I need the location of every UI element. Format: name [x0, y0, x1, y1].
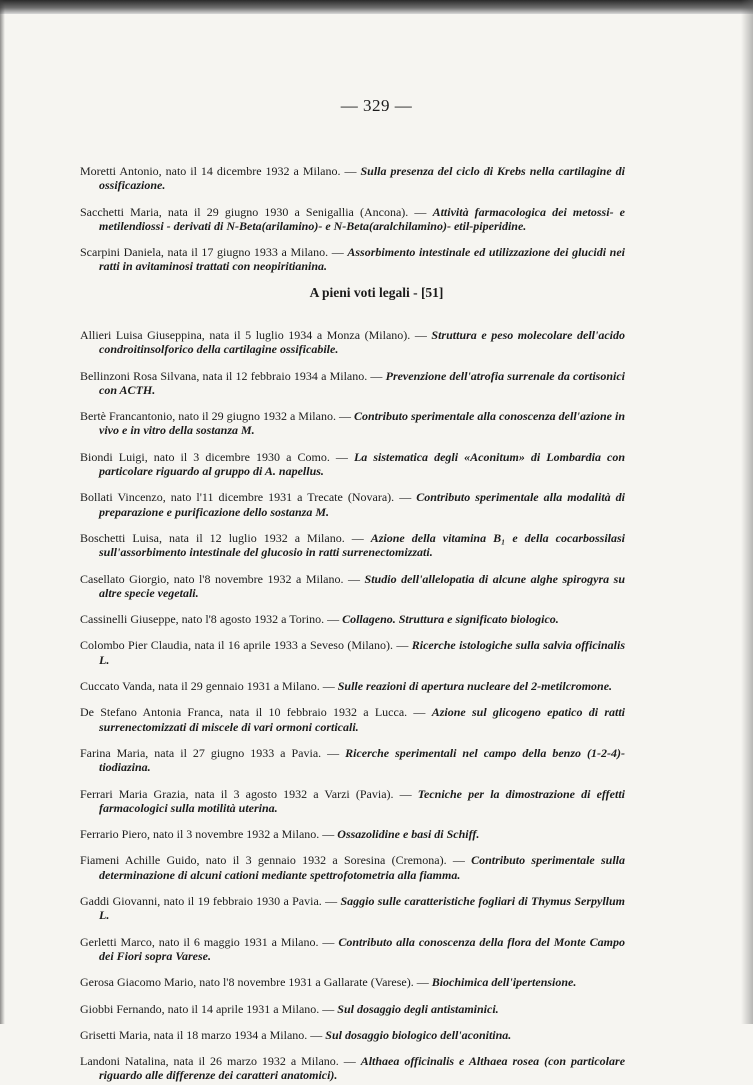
graduate-entry	[80, 164, 625, 193]
thesis-title: Azione della vitamina B₁ e della cocarbossilasi sull'assorbimento intestinale del glucosio in ratti surrenectomizzati.	[99, 530, 625, 560]
graduate-name-birth: Bertè Francantonio, nato il 29 giugno 1932 a Milano. —	[80, 409, 351, 424]
graduate-entry	[80, 328, 625, 357]
thesis-title: Ossazolidine e basi di Schiff.	[337, 827, 480, 842]
graduate-name-birth: Gaddi Giovanni, nato il 19 febbraio 1930 a Pavia. —	[80, 894, 338, 909]
graduate-entry	[80, 853, 625, 882]
graduate-entry	[80, 787, 625, 816]
thesis-title: Contributo alla conoscenza della flora del Monte Campo dei Fiori sopra Varese.	[99, 934, 626, 963]
graduate-name-birth: Colombo Pier Claudia, nata il 16 aprile 1933 a Seveso (Milano). —	[80, 638, 409, 653]
graduate-name-birth: Boschetti Luisa, nata il 12 luglio 1932 a Milano. —	[80, 530, 364, 545]
graduate-name-birth: De Stefano Antonia Franca, nata il 10 febbraio 1932 a Lucca. —	[80, 705, 426, 720]
graduate-name-birth: Moretti Antonio, nato il 14 dicembre 1932 a Milano. —	[80, 164, 357, 178]
graduate-entry	[80, 490, 625, 519]
thesis-title: Tecniche per la dimostrazione di effetti farmacologici sulla motilità uterina.	[99, 786, 626, 815]
graduate-name-birth: Sacchetti Maria, nata il 29 giugno 1930 a Senigallia (Ancona). —	[80, 204, 427, 219]
graduate-entry	[80, 1054, 625, 1083]
thesis-title: Contributo sperimentale alla modalità di preparazione e purificazione dello sostanza M.	[99, 490, 625, 519]
graduate-name-birth: Farina Maria, nata il 27 giugno 1933 a Pavia. —	[80, 745, 340, 760]
thesis-title: Attività farmacologica dei metossi- e metilendiossi - derivati di N-Beta(arilamino)- e N-Beta(aralchilamino)- etil-piperidine.	[99, 204, 626, 233]
thesis-title: Contributo sperimentale sulla determinazione di alcuni cationi mediante spettrofotometria alla fiamma.	[99, 853, 625, 882]
graduate-entry	[80, 245, 625, 274]
thesis-title: Saggio sulle caratteristiche fogliari di Thymus Serpyllum L.	[99, 894, 626, 923]
graduate-name-birth: Fiameni Achille Guido, nato il 3 gennaio 1932 a Soresina (Cremona). —	[80, 853, 465, 868]
graduate-name-birth: Grisetti Maria, nata il 18 marzo 1934 a Milano. —	[80, 1027, 323, 1042]
thesis-title: Contributo sperimentale alla conoscenza dell'azione in vivo e in vitro della sostanza M.	[99, 409, 625, 438]
thesis-title: Studio dell'allelopatia di alcune alghe spirogyra su altre specie vegetali.	[99, 571, 625, 600]
graduate-name-birth: Scarpini Daniela, nata il 17 giugno 1933 a Milano. —	[80, 245, 344, 260]
graduate-entry	[80, 369, 625, 398]
graduate-list-pieni-voti	[80, 316, 625, 1085]
thesis-title: Sulla presenza del ciclo di Krebs nella cartilagine di ossificazione.	[99, 164, 625, 193]
graduate-name-birth: Giobbi Fernando, nato il 14 aprile 1931 a Milano. —	[80, 1001, 335, 1016]
graduate-name-birth: Biondi Luigi, nato il 3 dicembre 1930 a Como. —	[80, 449, 348, 464]
thesis-title: Ricerche sperimentali nel campo della benzo (1-2-4)-tiodiazina.	[99, 745, 625, 775]
graduate-entry	[80, 531, 625, 560]
thesis-title: Sul dosaggio degli antistaminici.	[337, 1001, 499, 1016]
thesis-title: Collageno. Struttura e significato biologico.	[342, 612, 559, 627]
graduate-entry	[80, 935, 625, 964]
graduate-entry	[80, 450, 625, 479]
graduate-entry	[80, 679, 625, 693]
graduate-entry	[80, 827, 625, 841]
graduate-name-birth: Allieri Luisa Giuseppina, nata il 5 luglio 1934 a Monza (Milano). —	[80, 328, 427, 342]
graduate-name-birth: Casellato Giorgio, nato l'8 novembre 1932 a Milano. —	[80, 571, 361, 586]
thesis-title: Ricerche istologiche sulla salvia officinalis L.	[99, 638, 625, 667]
thesis-title: Biochimica dell'ipertensione.	[431, 975, 577, 990]
graduate-name-birth: Cassinelli Giuseppe, nato l'8 agosto 1932 a Torino. —	[80, 612, 340, 627]
graduate-entry	[80, 746, 625, 775]
section-heading: A pieni voti legali - [51]	[309, 285, 444, 300]
graduate-entry	[80, 409, 625, 438]
thesis-title: Sul dosaggio biologico dell'aconitina.	[325, 1027, 512, 1042]
graduate-name-birth: Bollati Vincenzo, nato l'11 dicembre 1931 a Trecate (Novara). —	[80, 490, 412, 505]
graduate-name-birth: Ferrario Piero, nato il 3 novembre 1932 a Milano. —	[80, 827, 335, 842]
thesis-title: Prevenzione dell'atrofia surrenale da cortisonici con ACTH.	[99, 368, 625, 397]
scan-edge-right	[741, 0, 753, 1024]
graduate-entry	[80, 612, 625, 626]
graduate-name-birth: Gerosa Giacomo Mario, nato l'8 novembre 1931 a Gallarate (Varese). —	[80, 975, 429, 990]
scan-edge-top	[0, 0, 753, 14]
page-number: — 329 —	[340, 96, 413, 115]
graduate-entry	[80, 1002, 625, 1016]
graduate-entry	[80, 894, 625, 923]
graduate-entry	[80, 705, 625, 734]
scan-edge-left	[0, 0, 5, 1024]
thesis-title: Azione sul glicogeno epatico di ratti surrenectomizzati di miscele di vari ormoni corticali.	[99, 705, 626, 734]
graduate-name-birth: Ferrari Maria Grazia, nata il 3 agosto 1932 a Varzi (Pavia). —	[80, 786, 412, 801]
graduate-entry	[80, 975, 625, 989]
graduate-list-first	[80, 152, 625, 277]
graduate-entry	[80, 1028, 625, 1042]
graduate-name-birth: Landoni Natalina, nata il 26 marzo 1932 a Milano. —	[80, 1054, 356, 1069]
thesis-title: La sistematica degli «Aconitum» di Lombardia con particolare riguardo al gruppo di A. napellus.	[99, 449, 626, 479]
graduate-name-birth: Bellinzoni Rosa Silvana, nata il 12 febbraio 1934 a Milano. —	[80, 368, 383, 383]
graduate-entry	[80, 572, 625, 601]
thesis-title: Sulle reazioni di apertura nucleare del 2-metilcromone.	[337, 679, 613, 694]
thesis-title: Assorbimento intestinale ed utilizzazione dei glucidi nei ratti in avitaminosi trattati con neopiritianina.	[99, 245, 626, 274]
graduate-name-birth: Gerletti Marco, nato il 6 maggio 1931 a Milano. —	[80, 934, 335, 949]
graduate-entry	[80, 638, 625, 667]
thesis-title: Struttura e peso molecolare dell'acido condroitinsolforico della cartilagine ossificabile.	[99, 328, 626, 357]
thesis-title: Althaea officinalis e Althaea rosea (con particolare riguardo alle differenze dei caratteri anatomici).	[99, 1054, 626, 1083]
graduate-entry	[80, 205, 625, 234]
graduate-name-birth: Cuccato Vanda, nata il 29 gennaio 1931 a Milano. —	[80, 679, 335, 694]
